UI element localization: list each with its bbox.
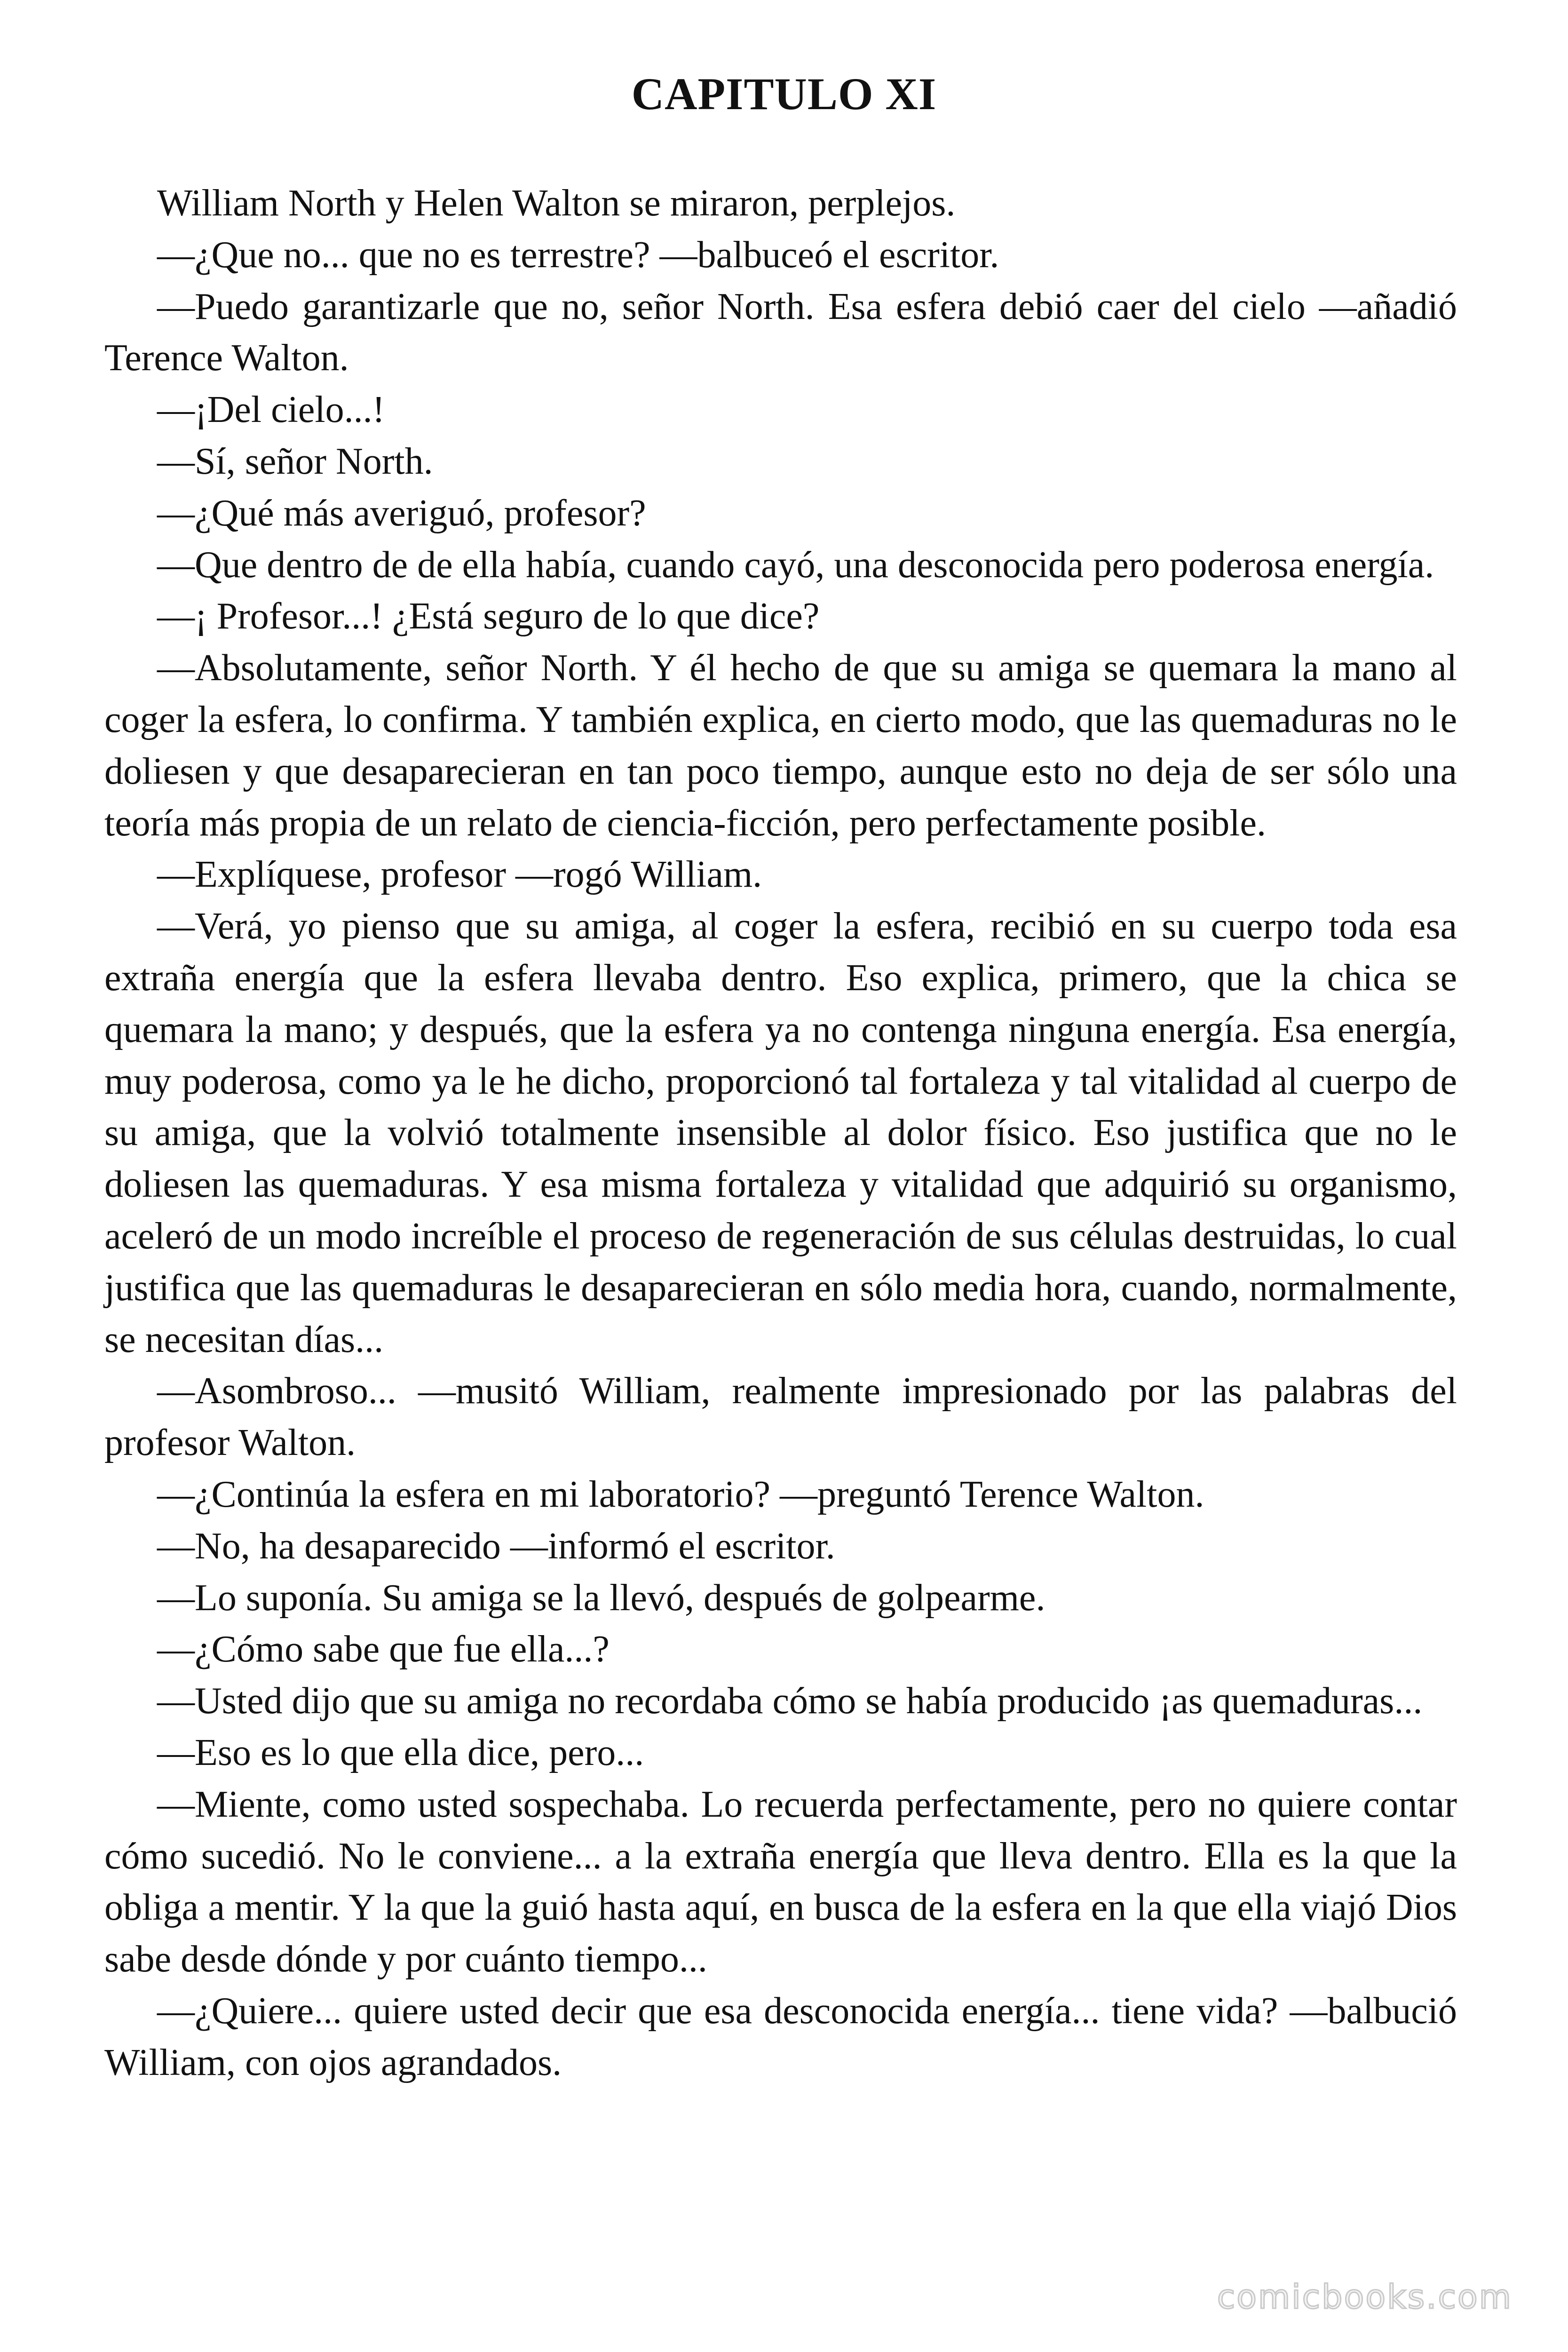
paragraph: —¡ Profesor...! ¿Está seguro de lo que dice? xyxy=(157,596,820,637)
paragraph: —¿Quiere... quiere usted decir que esa desconocida energía... tiene vida? —balbució William, con ojos agrandados. xyxy=(104,1990,1457,2083)
chapter-title: CAPITULO XI xyxy=(631,69,937,119)
chapter-body xyxy=(104,178,1457,2089)
paragraph: —¿Qué más averiguó, profesor? xyxy=(157,492,646,534)
paragraph: —Absolutamente, señor North. Y él hecho de que su amiga se quemara la mano al coger la esfera, lo confirma. Y también explica, en cierto modo, que las quemaduras no le doliesen y que desaparecieran en tan poco tiempo, aunque esto no deja de ser sólo una teoría más propia de un relato de ciencia-ficción, pero perfectamente posible. xyxy=(104,647,1457,844)
paragraph: —Que dentro de de ella había, cuando cayó, una desconocida pero poderosa energía. xyxy=(157,544,1434,586)
paragraph: —Explíquese, profesor —rogó William. xyxy=(157,854,762,896)
paragraph: —Verá, yo pienso que su amiga, al coger la esfera, recibió en su cuerpo toda esa extraña energía que la esfera llevaba dentro. Eso explica, primero, que la chica se quemara la mano; y después, que la esfera ya no contenga ninguna energía. Esa energía, muy poderosa, como ya le he dicho, proporcionó tal fortaleza y tal vitalidad al cuerpo de su amiga, que la volvió totalmente insensible al dolor físico. Eso justifica que no le doliesen las quemaduras. Y esa misma fortaleza y vitalidad que adquirió su organismo, aceleró de un modo increíble el proceso de regeneración de sus células destruidas, lo cual justifica que las quemaduras le desaparecieran en sólo media hora, cuando, normalmente, se necesitan días... xyxy=(104,906,1457,1360)
paragraph: —¡Del cielo...! xyxy=(157,389,385,431)
paragraph: William North y Helen Walton se miraron, perplejos. xyxy=(157,183,956,224)
paragraph: —Usted dijo que su amiga no recordaba cómo se había producido ¡as quemaduras... xyxy=(157,1680,1423,1722)
paragraph: —¿Continúa la esfera en mi laboratorio? —preguntó Terence Walton. xyxy=(157,1473,1204,1515)
paragraph: —Eso es lo que ella dice, pero... xyxy=(157,1732,644,1773)
paragraph: —No, ha desaparecido —informó el escritor. xyxy=(157,1525,835,1567)
paragraph: —¿Cómo sabe que fue ella...? xyxy=(157,1629,610,1670)
paragraph: —Miente, como usted sospechaba. Lo recuerda perfectamente, pero no quiere contar cómo sucedió. No le conviene... a la extraña energía que lleva dentro. Ella es la que la obliga a mentir. Y la que la guió hasta aquí, en busca de la esfera en la que ella viajó Dios sabe desde dónde y por cuánto tiempo... xyxy=(104,1783,1457,1980)
paragraph: —Lo suponía. Su amiga se la llevó, después de golpearme. xyxy=(157,1577,1045,1619)
paragraph: —Asombroso... —musitó William, realmente impresionado por las palabras del profesor Walton. xyxy=(104,1370,1457,1464)
paragraph: —¿Que no... que no es terrestre? —balbuceó el escritor. xyxy=(157,234,999,276)
paragraph: —Sí, señor North. xyxy=(157,440,433,482)
watermark: comicbooks.com xyxy=(1217,2278,1513,2316)
paragraph: —Puedo garantizarle que no, señor North. Esa esfera debió caer del cielo —añadió Terence Walton. xyxy=(104,286,1457,379)
